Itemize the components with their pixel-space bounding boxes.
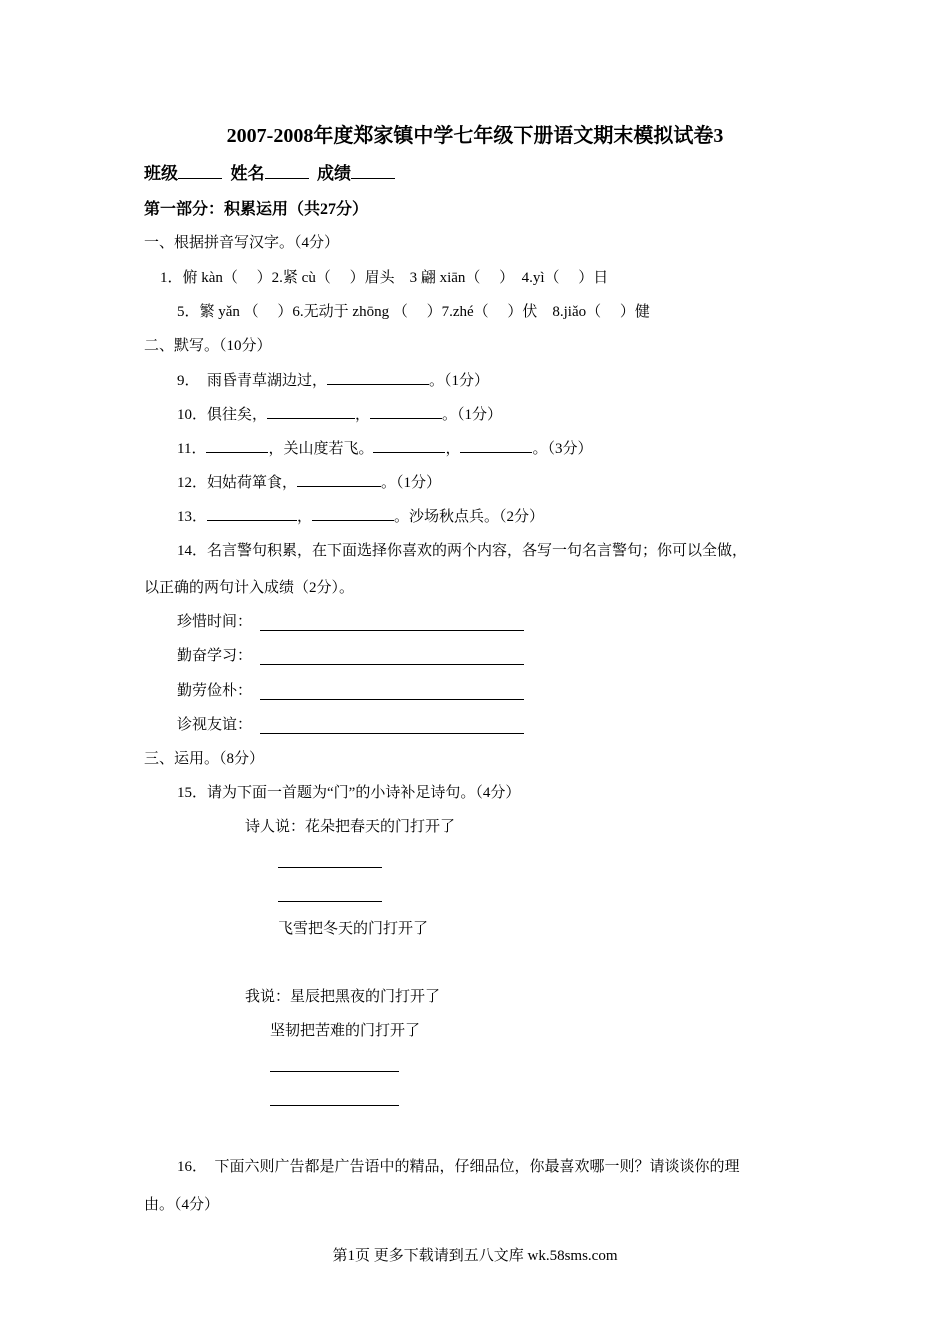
class-label: 班级: [144, 164, 178, 183]
answer-blank: [297, 472, 381, 487]
answer-blank: [460, 438, 532, 453]
answer-line: [260, 699, 524, 700]
question-14-line-1: 14．名言警句积累，在下面选择你喜欢的两个内容，各写一句名言警句；你可以全做，: [177, 543, 748, 559]
exam-title: 2007-2008年度郑家镇中学七年级下册语文期末模拟试卷3: [226, 125, 724, 147]
question-16-line-2: 由。（4分）: [144, 1197, 220, 1213]
name-blank: [265, 164, 309, 179]
pinyin-row-1: 1．俯 kàn（ ）2.紧 cù（ ）眉头 3 翩 xiān（ ） 4.yì（ ）日: [160, 270, 609, 286]
section-one-heading: 一、根据拼音写汉字。（4分）: [144, 235, 340, 251]
question-16-line-1: 16． 下面六则广告都是广告语中的精品，仔细品位，你最喜欢哪一则？请谈谈你的理: [177, 1159, 740, 1175]
page-footer: 第1页 更多下载请到五八文库 wk.58sms.com: [332, 1248, 618, 1264]
question-10: 10．俱往矣， ， 。（1分）: [177, 404, 502, 425]
student-info-row: [144, 163, 395, 185]
answer-blank: [267, 404, 355, 419]
question-9: 9． 雨昏青草湖边过， 。（1分）: [177, 370, 489, 391]
answer-blank: [206, 438, 268, 453]
question-12: 12．妇姑荷箪食， 。（1分）: [177, 472, 441, 493]
name-label: 姓名: [230, 164, 265, 183]
topic-study: 勤奋学习：: [177, 648, 253, 664]
topic-friendship: 诊视友谊：: [177, 717, 253, 733]
answer-line: [260, 733, 524, 734]
poem-blank-4: [270, 1105, 399, 1106]
poem-line-3: 我说：星辰把黑夜的门打开了: [245, 989, 441, 1005]
pinyin-row-2: 5．繁 yǎn （ ）6.无动于 zhōng （ ）7.zhé（ ）伏 8.jiǎo（ ）健: [177, 304, 650, 320]
poem-blank-2: [278, 901, 382, 902]
poem-blank-3: [270, 1071, 399, 1072]
answer-blank: [312, 506, 394, 521]
poem-line-2: 飞雪把冬天的门打开了: [278, 921, 429, 937]
poem-line-1: 诗人说：花朵把春天的门打开了: [245, 819, 456, 835]
topic-time: 珍惜时间：: [177, 614, 253, 630]
section-three-heading: 三、运用。（8分）: [144, 751, 265, 767]
answer-line: [260, 664, 524, 665]
answer-blank: [373, 438, 445, 453]
answer-blank: [370, 404, 442, 419]
section-two-heading: 二、默写。（10分）: [144, 338, 272, 354]
class-blank: [178, 164, 222, 179]
poem-blank-1: [278, 867, 382, 868]
score-blank: [351, 164, 395, 179]
question-14-line-2: 以正确的两句计入成绩（2分）。: [144, 580, 355, 596]
answer-blank: [327, 370, 429, 385]
answer-line: [260, 630, 524, 631]
question-13: 13． ， 。沙场秋点兵。（2分）: [177, 506, 544, 527]
poem-line-4: 坚韧把苦难的门打开了: [270, 1023, 421, 1039]
answer-blank: [207, 506, 297, 521]
question-11: 11． ，关山度若飞。 ， 。（3分）: [177, 438, 593, 459]
topic-thrift: 勤劳俭朴：: [177, 683, 253, 699]
question-15: 15．请为下面一首题为“门”的小诗补足诗句。（4分）: [177, 785, 521, 801]
part-one-heading: 第一部分：积累运用（共27分）: [144, 201, 369, 218]
score-label: 成绩: [317, 164, 351, 183]
